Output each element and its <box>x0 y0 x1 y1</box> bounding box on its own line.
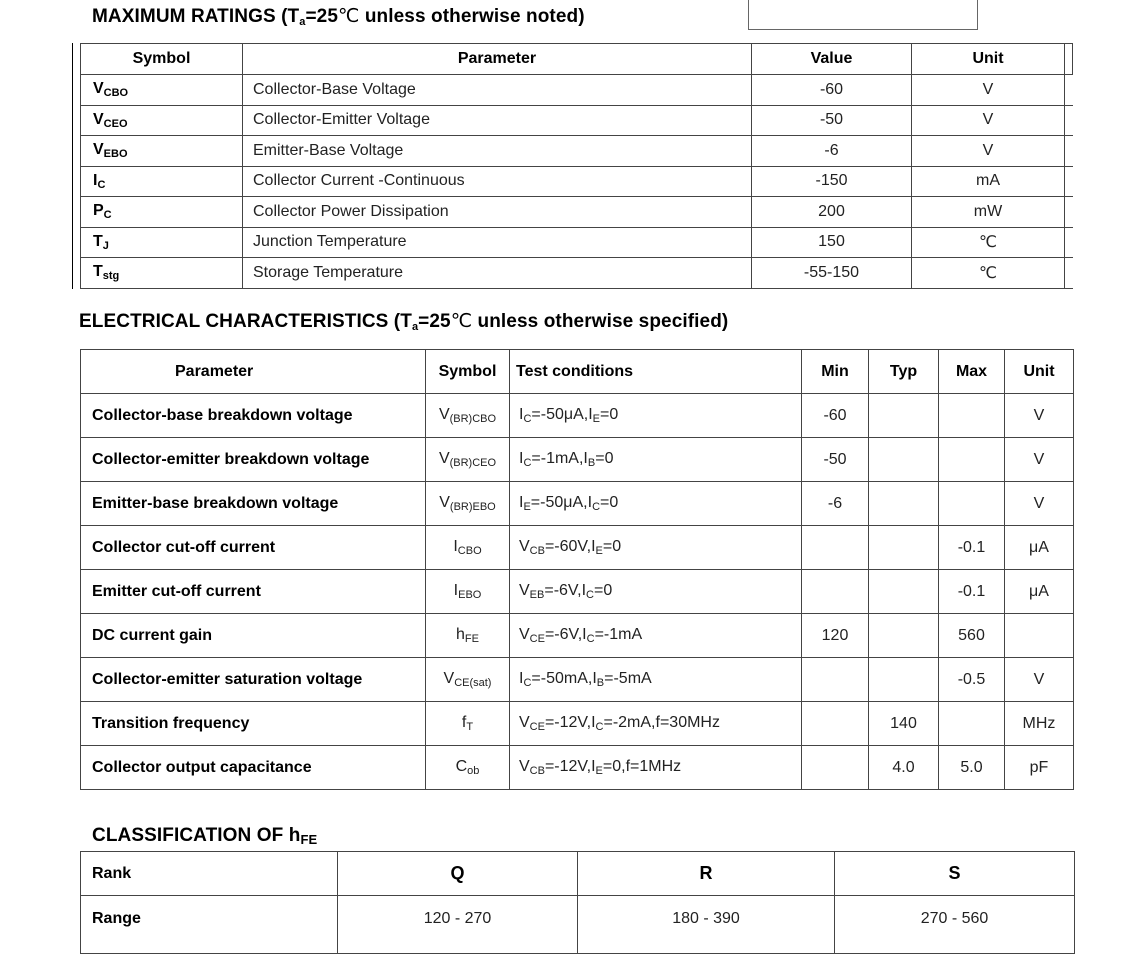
parameter-cell: Emitter cut-off current <box>81 570 426 614</box>
symbol-cell: $V_{CBO}$ <box>81 75 243 106</box>
typ-cell <box>869 658 939 702</box>
electrical-title: ELECTRICAL CHARACTERISTICS ($T_a=25℃$ unless otherwise specified) <box>79 311 729 333</box>
unit-cell: V <box>1005 658 1074 702</box>
min-cell: -50 <box>802 438 869 482</box>
typ-cell <box>869 526 939 570</box>
unit-cell: V <box>1005 394 1074 438</box>
max-cell: -0.5 <box>939 658 1005 702</box>
col-header-unit: Unit <box>912 44 1065 75</box>
max-cell <box>939 702 1005 746</box>
max-ratings-table <box>80 43 1073 289</box>
test-condition-cell: $I_C=-50\mu A,I_E=0$ <box>510 394 802 438</box>
value-cell: -6 <box>752 136 912 167</box>
symbol-cell: $V_{(BR)CEO}$ <box>426 438 510 482</box>
rank-q: Q <box>338 852 578 896</box>
electrical-row <box>81 702 1074 746</box>
value-cell: -55-150 <box>752 258 912 289</box>
left-margin-line <box>72 43 73 289</box>
parameter-cell: Collector output capacitance <box>81 746 426 790</box>
test-condition-cell: $V_{CB}=-60V,I_E=0$ <box>510 526 802 570</box>
min-cell <box>802 746 869 790</box>
parameter-cell: Collector-emitter saturation voltage <box>81 658 426 702</box>
parameter-cell: Transition frequency <box>81 702 426 746</box>
value-cell: 150 <box>752 227 912 258</box>
col-header-symbol: Symbol <box>426 350 510 394</box>
electrical-row <box>81 746 1074 790</box>
max-rating-row <box>81 136 1073 167</box>
symbol-cell: $h_{FE}$ <box>426 614 510 658</box>
range-row <box>81 896 1075 954</box>
max-rating-row <box>81 105 1073 136</box>
symbol-cell: $V_{CEO}$ <box>81 105 243 136</box>
max-cell <box>939 394 1005 438</box>
max-cell: 560 <box>939 614 1005 658</box>
unit-cell: ℃ <box>912 227 1065 258</box>
test-condition-cell: $I_E=-50\mu A,I_C=0$ <box>510 482 802 526</box>
classification-table <box>80 851 1075 954</box>
unit-cell: MHz <box>1005 702 1074 746</box>
symbol-cell: $P_C$ <box>81 197 243 228</box>
parameter-cell: Collector cut-off current <box>81 526 426 570</box>
unit-cell: μA <box>1005 570 1074 614</box>
col-header-parameter: Parameter <box>243 44 752 75</box>
test-condition-cell: $I_C=-50mA,I_B=-5mA$ <box>510 658 802 702</box>
parameter-cell: DC current gain <box>81 614 426 658</box>
rank-r: R <box>578 852 835 896</box>
unit-cell: ℃ <box>912 258 1065 289</box>
parameter-cell: Collector-base breakdown voltage <box>81 394 426 438</box>
col-header-value: Value <box>752 44 912 75</box>
electrical-row <box>81 482 1074 526</box>
electrical-row <box>81 438 1074 482</box>
value-cell: 200 <box>752 197 912 228</box>
electrical-row <box>81 526 1074 570</box>
symbol-cell: $T_J$ <box>81 227 243 258</box>
parameter-cell: Collector-Base Voltage <box>243 75 752 106</box>
max-cell: -0.1 <box>939 526 1005 570</box>
col-header-parameter: Parameter <box>81 350 426 394</box>
col-header-min: Min <box>802 350 869 394</box>
unit-cell: V <box>912 105 1065 136</box>
col-header-max: Max <box>939 350 1005 394</box>
min-cell <box>802 702 869 746</box>
parameter-cell: Emitter-base breakdown voltage <box>81 482 426 526</box>
rank-label: Rank <box>81 852 338 896</box>
unit-cell: mW <box>912 197 1065 228</box>
symbol-cell: $I_C$ <box>81 166 243 197</box>
test-condition-cell: $V_{EB}=-6V,I_C=0$ <box>510 570 802 614</box>
parameter-cell: Collector-emitter breakdown voltage <box>81 438 426 482</box>
typ-cell: 140 <box>869 702 939 746</box>
unit-cell: mA <box>912 166 1065 197</box>
parameter-cell: Junction Temperature <box>243 227 752 258</box>
max-rating-row <box>81 227 1073 258</box>
electrical-row <box>81 570 1074 614</box>
max-rating-row <box>81 75 1073 106</box>
parameter-cell: Emitter-Base Voltage <box>243 136 752 167</box>
min-cell <box>802 526 869 570</box>
max-ratings-title: MAXIMUM RATINGS ($T_a=25℃$ unless otherwise noted) <box>92 6 585 28</box>
symbol-cell: $C_{ob}$ <box>426 746 510 790</box>
symbol-cell: $V_{EBO}$ <box>81 136 243 167</box>
typ-cell <box>869 394 939 438</box>
unit-cell: V <box>912 136 1065 167</box>
unit-cell: V <box>1005 438 1074 482</box>
symbol-cell: $V_{CE(sat)}$ <box>426 658 510 702</box>
typ-cell <box>869 614 939 658</box>
symbol-cell: $f_T$ <box>426 702 510 746</box>
value-cell: -60 <box>752 75 912 106</box>
parameter-cell: Storage Temperature <box>243 258 752 289</box>
value-cell: -50 <box>752 105 912 136</box>
parameter-cell: Collector-Emitter Voltage <box>243 105 752 136</box>
max-rating-row <box>81 197 1073 228</box>
max-cell: -0.1 <box>939 570 1005 614</box>
symbol-cell: $T_{stg}$ <box>81 258 243 289</box>
classification-title: CLASSIFICATION OF $h_{FE}$ <box>92 825 318 847</box>
value-cell: -150 <box>752 166 912 197</box>
range-s: 270 - 560 <box>835 896 1075 954</box>
test-condition-cell: $V_{CB}=-12V,I_E=0,f=1MHz$ <box>510 746 802 790</box>
typ-cell: 4.0 <box>869 746 939 790</box>
max-ratings-header-row <box>81 44 1073 75</box>
range-label: Range <box>81 896 338 954</box>
typ-cell <box>869 438 939 482</box>
max-rating-row <box>81 258 1073 289</box>
test-condition-cell: $V_{CE}=-12V,I_C=-2mA,f=30MHz$ <box>510 702 802 746</box>
unit-cell: pF <box>1005 746 1074 790</box>
symbol-cell: $I_{CBO}$ <box>426 526 510 570</box>
range-q: 120 - 270 <box>338 896 578 954</box>
electrical-row <box>81 394 1074 438</box>
max-cell <box>939 482 1005 526</box>
symbol-cell: $I_{EBO}$ <box>426 570 510 614</box>
max-rating-row <box>81 166 1073 197</box>
symbol-cell: $V_{(BR)EBO}$ <box>426 482 510 526</box>
col-header-typ: Typ <box>869 350 939 394</box>
rank-s: S <box>835 852 1075 896</box>
test-condition-cell: $I_C=-1mA,I_B=0$ <box>510 438 802 482</box>
header-box <box>748 0 978 30</box>
min-cell <box>802 658 869 702</box>
min-cell: -6 <box>802 482 869 526</box>
unit-cell <box>1005 614 1074 658</box>
col-header-unit: Unit <box>1005 350 1074 394</box>
min-cell: -60 <box>802 394 869 438</box>
electrical-row <box>81 614 1074 658</box>
rank-row <box>81 852 1075 896</box>
max-cell <box>939 438 1005 482</box>
unit-cell: V <box>1005 482 1074 526</box>
electrical-row <box>81 658 1074 702</box>
min-cell: 120 <box>802 614 869 658</box>
typ-cell <box>869 482 939 526</box>
range-r: 180 - 390 <box>578 896 835 954</box>
electrical-header-row <box>81 350 1074 394</box>
unit-cell: μA <box>1005 526 1074 570</box>
col-header-test-conditions: Test conditions <box>510 350 802 394</box>
parameter-cell: Collector Power Dissipation <box>243 197 752 228</box>
test-condition-cell: $V_{CE}=-6V,I_C=-1mA$ <box>510 614 802 658</box>
typ-cell <box>869 570 939 614</box>
unit-cell: V <box>912 75 1065 106</box>
col-header-symbol: Symbol <box>81 44 243 75</box>
max-cell: 5.0 <box>939 746 1005 790</box>
symbol-cell: $V_{(BR)CBO}$ <box>426 394 510 438</box>
electrical-table <box>80 349 1074 790</box>
parameter-cell: Collector Current -Continuous <box>243 166 752 197</box>
min-cell <box>802 570 869 614</box>
